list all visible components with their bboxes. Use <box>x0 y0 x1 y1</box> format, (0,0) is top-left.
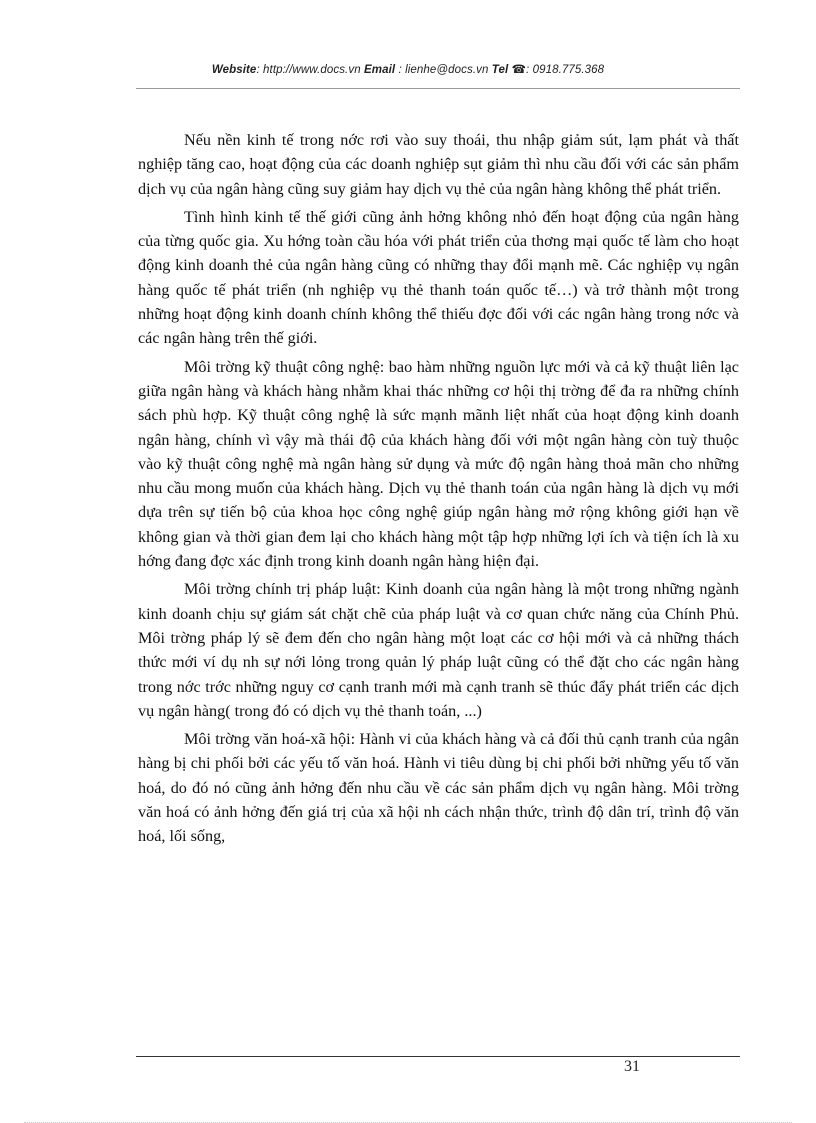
page-number: 31 <box>624 1058 640 1075</box>
tel-label: Tel <box>491 64 509 76</box>
paragraph: Tình hình kinh tế thế giới cũng ảnh hởng không nhỏ đến hoạt động của ngân hàng của từng quốc gia. Xu hớng toàn cầu hóa với phát triển của thơng mại quốc tế làm cho hoạt động kinh doanh thẻ của ngân hàng cũng có những thay đổi mạnh mẽ. Các nghiệp vụ ngân hàng quốc tế phát triển (nh nghiệp vụ thẻ thanh toán quốc tế…) và trở thành một trong những hoạt động kinh doanh chính không thể thiếu đợc đối với các ngân hàng trong nớc và các ngân hàng trên thế giới. <box>138 207 739 348</box>
page-header <box>0 62 816 76</box>
paragraph: Nếu nền kinh tế trong nớc rơi vào suy thoái, thu nhập giảm sút, lạm phát và thất nghiệp tăng cao, hoạt động của các doanh nghiệp sụt giảm thì nhu cầu đối với các sản phẩm dịch vụ của ngân hàng cũng suy giảm hay dịch vụ thẻ của ngân hàng không thể phát triển. <box>138 131 739 198</box>
email-value: : lienhe@docs.vn <box>398 64 489 76</box>
website-label: Website <box>211 64 257 76</box>
paragraph: Môi trờng chính trị pháp luật: Kinh doanh của ngân hàng là một trong những ngành kinh doanh chịu sự giám sát chặt chẽ của pháp luật và cơ quan chức năng của Chính Phủ. Môi trờng pháp lý sẽ đem đến cho ngân hàng một loạt các cơ hội mới và cả những thách thức mới ví dụ nh sự nới lỏng trong quản lý pháp luật cũng có thể đặt cho các ngân hàng trong nớc trớc những nguy cơ cạnh tranh mới mà cạnh tranh sẽ thúc đẩy phát triển các dịch vụ ngân hàng( trong đó có dịch vụ thẻ thanh toán, ...) <box>138 580 739 720</box>
document-body <box>138 128 739 853</box>
paragraph: Môi trờng văn hoá-xã hội: Hành vi của khách hàng và cả đối thủ cạnh tranh của ngân hàng bị chi phối bởi các yếu tố văn hoá. Hành vi tiêu dùng bị chi phối bởi những yếu tố văn hoá, do đó nó cũng ảnh hởng đến nhu cầu về các sản phẩm dịch vụ ngân hàng. Môi trờng văn hoá có ảnh hởng đến giá trị của xã hội nh cách nhận thức, trình độ dân trí, trình độ văn hoá, lối sống, <box>138 730 739 846</box>
paragraph: Môi trờng kỹ thuật công nghệ: bao hàm những nguồn lực mới và cả kỹ thuật liên lạc giữa ngân hàng và khách hàng nhằm khai thác những cơ hội thị trờng để đa ra những chính sách phù hợp. Kỹ thuật công nghệ là sức mạnh mãnh liệt nhất của hoạt động kinh doanh ngân hàng, chính vì vậy mà thái độ của khách hàng đối với một ngân hàng còn tuỳ thuộc vào kỹ thuật công nghệ mà ngân hàng sử dụng và mức độ ngân hàng thoả mãn cho những nhu cầu mong muốn của khách hàng. Dịch vụ thẻ thanh toán của ngân hàng là dịch vụ mới dựa trên sự tiến bộ của khoa học công nghệ giúp ngân hàng mở rộng không giới hạn về không gian và thời gian đem lại cho khách hàng một tập hợp những lợi ích và tiện ích là xu hớng đang đợc xác định trong kinh doanh ngân hàng hiện đại. <box>138 357 739 571</box>
footer-divider <box>136 1056 740 1057</box>
telephone-icon: ☎ <box>511 64 527 76</box>
tel-value: : 0918.775.368 <box>526 64 605 76</box>
header-divider <box>136 88 740 89</box>
email-label: Email <box>364 64 396 76</box>
website-value: : http://www.docs.vn <box>256 64 361 76</box>
